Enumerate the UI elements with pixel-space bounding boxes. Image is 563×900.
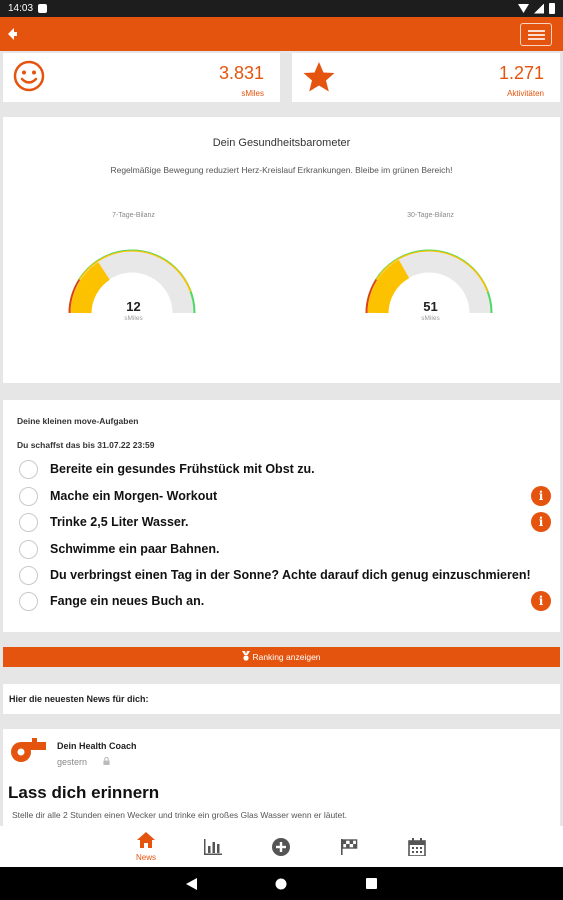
gauge-value: 51 (423, 299, 438, 314)
nav-news-label: News (135, 853, 156, 862)
task-text: Du verbringst einen Tag in der Sonne? Achte darauf dich genug einzuschmieren! (50, 568, 531, 582)
post-date: gestern (57, 757, 88, 767)
star-icon (302, 60, 336, 94)
whistle-icon (10, 738, 48, 764)
gauge-7-days (51, 212, 216, 322)
barometer-subtitle: Regelmäßige Bewegung reduziert Herz-Kreislauf Erkrankungen. Bleibe im grünen Bereich! (110, 165, 453, 175)
menu-button[interactable] (520, 23, 552, 46)
task-item (19, 512, 551, 532)
bottom-navigation (0, 826, 563, 867)
task-checkbox[interactable] (19, 566, 38, 585)
ranking-button[interactable] (3, 647, 560, 667)
news-header (3, 684, 560, 714)
task-text: Schwimme ein paar Bahnen. (50, 542, 220, 556)
move-tasks-card (3, 400, 560, 632)
activities-card (292, 53, 560, 102)
ranking-button-label: Ranking anzeigen (252, 652, 321, 662)
gauge-value: 12 (126, 299, 141, 314)
gauge-30-days (348, 212, 513, 322)
info-icon[interactable]: i (531, 512, 551, 532)
nav-challenges[interactable] (329, 826, 369, 867)
gauge-unit: sMiles (124, 315, 143, 322)
status-bar (0, 0, 563, 17)
news-post[interactable] (3, 729, 560, 826)
activities-value: 1.271 (498, 63, 544, 83)
nav-home-icon[interactable] (275, 878, 287, 890)
gauge-label: 7-Tage-Bilanz (112, 212, 155, 219)
task-text: Bereite ein gesundes Frühstück mit Obst zu. (50, 462, 315, 476)
add-circle-icon (272, 838, 290, 856)
status-time: 14:03 (8, 3, 34, 14)
task-checkbox[interactable] (19, 513, 38, 532)
nav-news[interactable] (126, 826, 166, 867)
task-checkbox[interactable] (19, 592, 38, 611)
info-icon[interactable]: i (531, 486, 551, 506)
task-item (19, 539, 551, 559)
calendar-icon (408, 838, 426, 856)
app-bar (0, 17, 563, 51)
nav-add[interactable] (261, 826, 301, 867)
gauge-label: 30-Tage-Bilanz (407, 212, 454, 219)
nav-recents-icon[interactable] (366, 878, 377, 889)
smiles-card (3, 53, 280, 102)
system-icons (518, 3, 555, 14)
task-checkbox[interactable] (19, 487, 38, 506)
post-author: Dein Health Coach (57, 741, 137, 751)
gauge-unit: sMiles (421, 315, 440, 322)
battery-icon (549, 3, 555, 14)
nav-calendar[interactable] (397, 826, 437, 867)
home-icon (137, 832, 155, 848)
lock-icon (102, 757, 111, 765)
back-icon[interactable] (8, 28, 18, 40)
info-icon[interactable]: i (531, 591, 551, 611)
activities-label: Aktivitäten (507, 89, 544, 98)
post-body: Stelle dir alle 2 Stunden einen Wecker und trinke ein großes Glas Wasser wenn er läutet. (12, 810, 347, 820)
task-item (19, 565, 551, 585)
smiles-label: sMiles (241, 89, 264, 98)
wifi-icon (518, 4, 529, 13)
task-checkbox[interactable] (19, 540, 38, 559)
notification-icon (38, 4, 47, 13)
task-item (19, 459, 551, 479)
bar-chart-icon (204, 839, 222, 855)
post-title: Lass dich erinnern (8, 783, 160, 802)
flag-icon (340, 839, 358, 855)
smiley-icon (13, 60, 45, 92)
task-text: Trinke 2,5 Liter Wasser. (50, 515, 189, 529)
task-text: Mache ein Morgen- Workout (50, 489, 218, 503)
smiles-value: 3.831 (218, 63, 264, 83)
medal-icon (242, 651, 250, 661)
health-barometer-card (3, 117, 560, 383)
task-checkbox[interactable] (19, 460, 38, 479)
tasks-deadline: Du schaffst das bis 31.07.22 23:59 (17, 440, 155, 450)
nav-back-icon[interactable] (185, 878, 197, 890)
task-item (19, 486, 551, 506)
task-item (19, 591, 551, 611)
nav-statistics[interactable] (193, 826, 233, 867)
tasks-heading: Deine kleinen move-Aufgaben (17, 416, 139, 426)
news-heading: Hier die neuesten News für dich: (9, 694, 149, 704)
signal-icon (534, 4, 544, 14)
task-text: Fange ein neues Buch an. (50, 594, 205, 608)
system-navigation-bar (0, 867, 563, 900)
barometer-title: Dein Gesundheitsbarometer (212, 137, 351, 149)
